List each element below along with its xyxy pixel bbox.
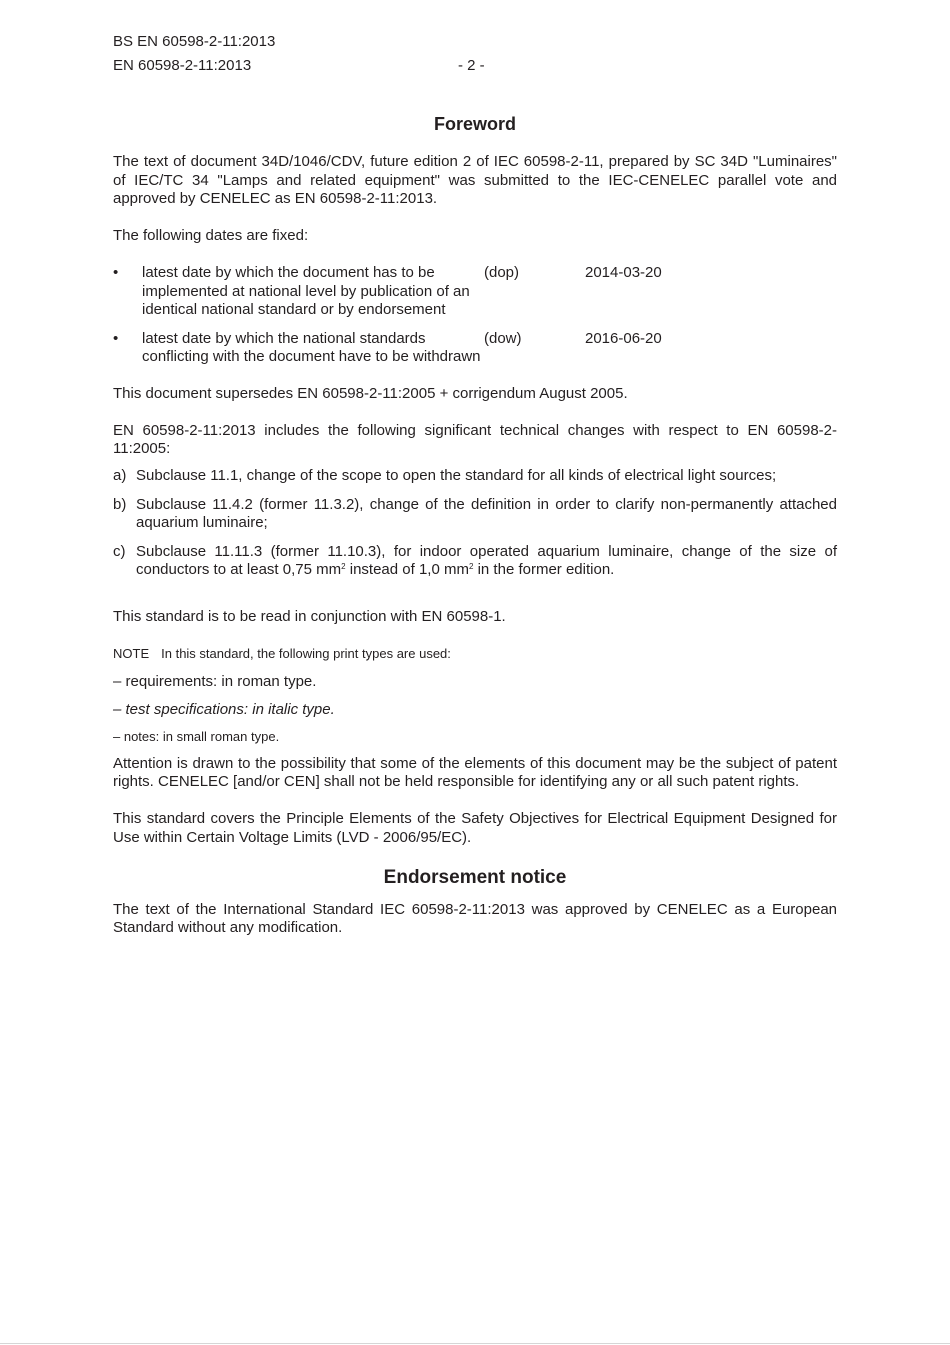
foreword-heading: Foreword <box>433 114 516 134</box>
date-item-dop <box>113 264 837 320</box>
note <box>113 645 837 664</box>
superscript: 2 <box>468 562 474 571</box>
endorsement-text: The text of the International Standard IEC 60598-2-11:2013 was approved by CENELEC as a European Standard without any modification. <box>113 900 837 936</box>
foreword-intro: The text of document 34D/1046/CDV, future edition 2 of IEC 60598-2-11, prepared by SC 34D "Luminaires" of IEC/TC 34 "Lamps and related equipment" was submitted to the IEC-CENELEC parallel vote and approved by CENELEC as EN 60598-2-11:2013. <box>113 153 837 207</box>
changes-intro: EN 60598-2-11:2013 includes the following significant technical changes with respect to EN 60598-2-11:2005: <box>113 421 837 457</box>
bullet-marker: • <box>113 264 119 281</box>
lvd-statement: This standard covers the Principle Elements of the Safety Objectives for Electrical Equipment Designed for Use within Certain Voltage Limits (LVD - 2006/95/EC). <box>113 810 837 846</box>
change-text: Subclause 11.1, change of the scope to open the standard for all kinds of electrical light sources; <box>136 467 777 484</box>
change-text <box>136 543 837 580</box>
note-text: In this standard, the following print types are used: <box>161 645 451 661</box>
print-type-notes: – notes: in small roman type. <box>113 729 280 744</box>
date-item-dow <box>113 330 837 367</box>
change-label: a) <box>113 467 127 484</box>
change-text-part: Subclause 11.11.3 (former 11.10.3), for indoor operated aquarium luminaire, change of the size of conductors to at least 0,75 mm <box>136 542 837 578</box>
page-bottom-divider <box>0 1343 950 1344</box>
print-type-test-specifications: – test specifications: in italic type. <box>113 700 335 718</box>
date-abbreviation: (dop) <box>484 264 520 281</box>
dates-list <box>113 264 837 367</box>
change-label: c) <box>113 542 126 560</box>
supersedes-statement: This document supersedes EN 60598-2-11:2005 + corrigendum August 2005. <box>113 384 628 402</box>
note-label: NOTE <box>113 645 150 661</box>
patent-statement: Attention is drawn to the possibility that some of the elements of this document may be the subject of patent rights. CENELEC [and/or CEN] shall not be held responsible for identifying any or all such patent rights. <box>113 754 837 790</box>
page-content <box>113 113 837 956</box>
change-item <box>113 543 837 580</box>
change-text: Subclause 11.4.2 (former 11.3.2), change of the definition in order to clarify non-permanently attached aquarium luminaire; <box>136 495 837 531</box>
superscript: 2 <box>341 562 346 571</box>
date-value: 2016-06-20 <box>585 329 662 347</box>
date-description: latest date by which the national standards conflicting with the document have to be withdrawn <box>142 329 481 365</box>
date-abbreviation: (dow) <box>484 329 522 347</box>
date-value: 2014-03-20 <box>585 264 662 281</box>
date-description: latest date by which the document has to be implemented at national level by publication of an identical national standard or by endorsement <box>142 264 470 318</box>
dates-intro: The following dates are fixed: <box>113 227 309 244</box>
header-bs-doc-id: BS EN 60598-2-11:2013 <box>113 33 276 50</box>
change-item <box>113 467 837 486</box>
endorsement-heading: Endorsement notice <box>383 866 567 888</box>
change-text-part: instead of 1,0 mm <box>345 561 469 578</box>
change-label: b) <box>113 495 127 513</box>
change-item <box>113 496 837 533</box>
changes-list <box>113 467 837 580</box>
bullet-marker: • <box>113 329 119 347</box>
print-type-requirements: – requirements: in roman type. <box>113 673 317 690</box>
conjunction-statement: This standard is to be read in conjunction with EN 60598-1. <box>113 607 506 625</box>
page-number: - 2 - <box>458 57 485 74</box>
change-text-part: in the former edition. <box>473 561 615 578</box>
header-en-doc-id: EN 60598-2-11:2013 <box>113 57 252 74</box>
